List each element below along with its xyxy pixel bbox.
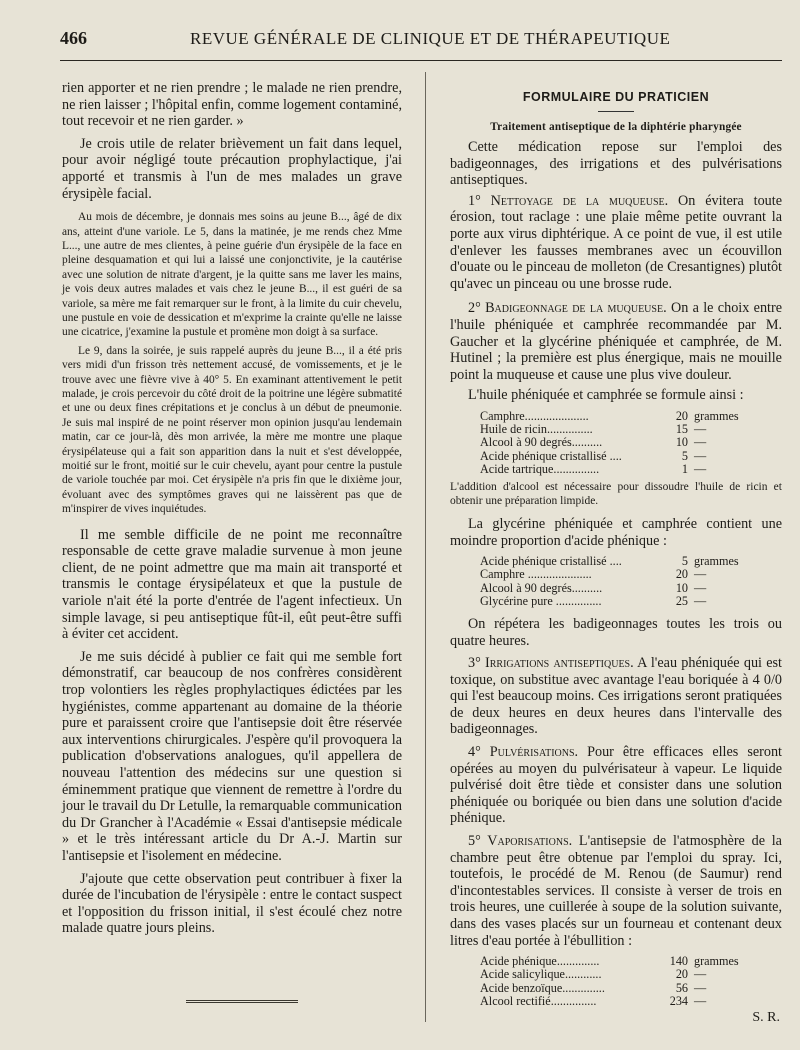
ingredient-quantity: 25 (675, 593, 688, 608)
ingredient-name: Acide benzoïque.............. (480, 981, 605, 995)
ingredient-quantity: 15 (675, 422, 688, 437)
ingredient-name: Acide salicylique............ (480, 968, 602, 982)
page-number: 466 (60, 28, 87, 48)
huile-recipe (480, 410, 782, 476)
vaporisation-recipe (480, 955, 782, 1008)
section-heading: 5° Vaporisations. (468, 833, 573, 850)
section-heading: 1° Nettoyage de la muqueuse. (468, 192, 669, 209)
section-5 (450, 833, 782, 949)
end-rule (186, 1000, 298, 1003)
ingredient-quantity: 56 (675, 980, 688, 995)
paragraph: rien apporter et ne rien prendre ; le malade ne rien prendre, ne rien laisser ; l'hôpital enfin, comme logement contaminé, tout recevoir et ne rien garder. » (62, 80, 402, 130)
ingredient-name: Camphre..................... (480, 409, 589, 423)
ingredient-name: Huile de ricin............... (480, 423, 593, 437)
title-rule (598, 111, 634, 112)
recipe-row (480, 955, 782, 968)
ingredient-unit: grammes (694, 554, 739, 569)
ingredient-unit: — (694, 461, 707, 476)
ingredient-quantity: 10 (675, 580, 688, 595)
ingredient-quantity: 140 (669, 954, 688, 969)
ingredient-quantity: 5 (681, 448, 688, 463)
ingredient-name: Acide phénique cristallisé .... (480, 555, 622, 569)
ingredient-name: Alcool à 90 degrés.......... (480, 436, 603, 450)
ingredient-unit: — (694, 435, 707, 450)
paragraph: Je crois utile de relater brièvement un fait dans lequel, pour avoir négligé toute précaution prophylactique, j'ai apporté et transmis à l'un de mes malades un grave érysipèle facial. (62, 135, 402, 202)
ingredient-name: Acide tartrique............... (480, 462, 600, 476)
case-paragraph: Au mois de décembre, je donnais mes soins au jeune B..., âgé de dix ans, atteint d'une variole. Le 5, dans la matinée, je me rends chez Mme L..., une autre de mes clientes, à peine guérie d'un érysipèle de la face en pleine desquamation et qui lui a laissé une conjonctivite, je la cautérise avec une solution de nitrate d'argent, je la quitte sans me laver les mains, je vois deux autres malades et vais chez le jeune B..., il est guéri de sa variole, sa mère me fait remarquer sur le front, à la limite du cuir chevelu, une pustule en voie de dessication et m'exprime la crainte qu'elle ne laisse une cicatrice, j'examine la pustule et promène mon doigt à sa surface. (62, 211, 402, 339)
recipe-row (480, 982, 782, 995)
ingredient-quantity: 20 (675, 408, 688, 423)
section-heading: 2° Badigeonnage de la muqueuse. (468, 300, 667, 317)
ingredient-name: Glycérine pure ............... (480, 594, 602, 608)
glycerine-recipe (480, 555, 782, 608)
recipe-row (480, 463, 782, 476)
recipe-row (480, 555, 782, 568)
section-heading: 3° Irrigations antiseptiques. (468, 655, 634, 672)
ingredient-name: Acide phénique.............. (480, 955, 600, 969)
article-subtitle: Traitement antiseptique de la diphtérie pharyngée (490, 121, 742, 133)
recipe-row (480, 995, 782, 1008)
section-text: On évitera toute érosion, tout raclage : une plaie même petite ouvrant la porte aux virus diphtérique. A ce point de vue, il est utile d'enlever les fausses membranes avec un écouvillon d'ouate ou le pinceau de molleton (de Cresantignes) plutôt qu'avec un pinceau ou une brosse rude. (450, 192, 782, 292)
section-text: L'antisepsie de l'atmosphère de la chambre peut être obtenue par l'emploi du spray. Ici, toutefois, le procédé de M. Renou (de Saumur) rend d'incontestables services. Il consiste à verser de trois en trois heures, une cuillerée à soupe de la solution suivante, dans des vases placés sur un fourneau et contenant deux litres d'eau portée à l'ébullition : (450, 833, 782, 949)
recipe-row (480, 410, 782, 423)
ingredient-quantity: 234 (669, 993, 688, 1008)
ingredient-quantity: 10 (675, 435, 688, 450)
section-text: A l'eau phéniquée qui est toxique, on substitue avec avantage l'eau boriquée à 4 0/0 qui l'est beaucoup moins. Ces irrigations seront pratiquées de deux heures en deux heures dans l'intervalle des badigeonnages. (450, 655, 782, 738)
section-title: FORMULAIRE DU PRATICIEN (522, 90, 710, 104)
ingredient-unit: — (694, 593, 707, 608)
section-heading: 4° Pulvérisations. (468, 744, 579, 761)
ingredient-quantity: 20 (675, 567, 688, 582)
ingredient-unit: — (694, 980, 707, 995)
ingredient-name: Camphre ..................... (480, 568, 592, 582)
ingredient-name: Alcool rectifié............... (480, 994, 597, 1008)
glycerine-intro: La glycérine phéniquée et camphrée contient une moindre proportion d'acide phénique : (450, 515, 782, 549)
recipe-row (480, 968, 782, 981)
signature: S. R. (752, 1010, 780, 1026)
paragraph: Il me semble difficile de ne point me reconnaître responsable de cette grave maladie survenue à mon jeune client, de ne point admettre que ma main ait transporté et transmis le contage érysipélateux et que la pustule de variole n'ait été la porte d'entrée de l'agent infectieux. Un simple lavage, si peu antiseptique fût-il, eût peut-être suffi à éviter cet accident. (62, 526, 402, 643)
column-divider (425, 72, 426, 1022)
ingredient-unit: grammes (694, 954, 739, 969)
ingredient-unit: — (694, 967, 707, 982)
case-paragraph: Le 9, dans la soirée, je suis rappelé auprès du jeune B..., il a été pris vers midi d'un frisson très nettement accusé, de vomissements, et je le trouve avec une fièvre vive à 40° 5. En examinant attentivement le petit malade, je crois percevoir du côté droit de la poitrine une légère submatité et une ou deux fines crépitations et je conclus à un début de pneumonie. Je suis mal inspiré de ne point réserver mon opinion jusqu'au lendemain matin, car ce jour-là, dès mon arrivée, la mère me montre une plaque érysipélateuse qui a fait son apparition dans la nuit et s'est développée, moitié sur le front, moitié sur le cuir chevelu, ayant pour centre la pustule de variole touchée par moi. Cet érysipèle n'a pris fin que le dixième jour, évoluant avec des symptômes graves qui ne laissèrent pas que de m'inspirer de vives inquiétudes. (62, 344, 402, 516)
recipe-row (480, 436, 782, 449)
ingredient-name: Alcool à 90 degrés.......... (480, 581, 603, 595)
repeat-paragraph: On répétera les badigeonnages toutes les trois ou quatre heures. (450, 615, 782, 649)
ingredient-unit: — (694, 448, 707, 463)
section-text: Pour être efficaces elles seront opérées au moyen du pulvérisateur à vapeur. Le liquide pulvérisé doit être tiède et consister dans une solution phéniquée ou boriquée ou bien dans une solution d'acide phénique. (450, 744, 782, 827)
recipe-row (480, 595, 782, 608)
right-column (450, 80, 782, 1026)
left-column (62, 80, 402, 937)
recipe-row (480, 568, 782, 581)
ingredient-quantity: 20 (675, 967, 688, 982)
huile-note: L'addition d'alcool est nécessaire pour dissoudre l'huile de ricin et obtenir une préparation limpide. (450, 480, 782, 507)
ingredient-unit: — (694, 422, 707, 437)
section-1 (450, 193, 782, 293)
running-title: REVUE GÉNÉRALE DE CLINIQUE ET DE THÉRAPEUTIQUE (190, 29, 671, 48)
recipe-row (480, 582, 782, 595)
paragraph: J'ajoute que cette observation peut contribuer à fixer la durée de l'incubation de l'érysipèle : entre le contact suspect et l'opposition du frisson initial, il s'est écoulé chez notre malade quatre jours pleins. (62, 870, 402, 937)
ingredient-unit: — (694, 580, 707, 595)
section-text: On a le choix entre l'huile phéniquée et camphrée recommandée par M. Gaucher et la glycérine phéniquée et camphrée, de M. Hutinel ; la première est plus énergique, mais ne mouille point la muqueuse et cause une plus vive douleur. (450, 300, 782, 383)
section-2 (450, 300, 782, 383)
ingredient-unit: — (694, 567, 707, 582)
section-4 (450, 744, 782, 827)
ingredient-quantity: 1 (681, 461, 688, 476)
recipe-row (480, 450, 782, 463)
ingredient-unit: grammes (694, 408, 739, 423)
header-rule (60, 60, 782, 61)
recipe-row (480, 423, 782, 436)
huile-intro: L'huile phéniquée et camphrée se formule ainsi : (468, 387, 744, 404)
page-header (60, 28, 780, 54)
ingredient-name: Acide phénique cristallisé .... (480, 449, 622, 463)
section-3 (450, 655, 782, 738)
intro-paragraph: Cette médication repose sur l'emploi des badigeonnages, des irrigations et des pulvérisations antiseptiques. (450, 139, 782, 189)
paragraph: Je me suis décidé à publier ce fait qui me semble fort démonstratif, car beaucoup de nos confrères considèrent trop volontiers les règles prophylactiques édictées par les hygiénistes, comme appartenant au domaine de la théorie pure et paraissent croire que l'antisepsie doit être réservée aux interventions chirurgicales. J'espère qu'il provoquera la publication d'observations analogues, qu'il appellera de nouveau l'attention des médecins sur une question si éminemment pratique que viennent de remettre à l'ordre du jour le travail du Dr Letulle, la remarquable communication du Dr Grancher à l'Académie « Essai d'antisepsie médicale » et le très intéressant article du Dr A.-J. Martin sur l'antisepsie et l'isolement en médecine. (62, 648, 402, 864)
ingredient-quantity: 5 (681, 554, 688, 569)
ingredient-unit: — (694, 993, 707, 1008)
